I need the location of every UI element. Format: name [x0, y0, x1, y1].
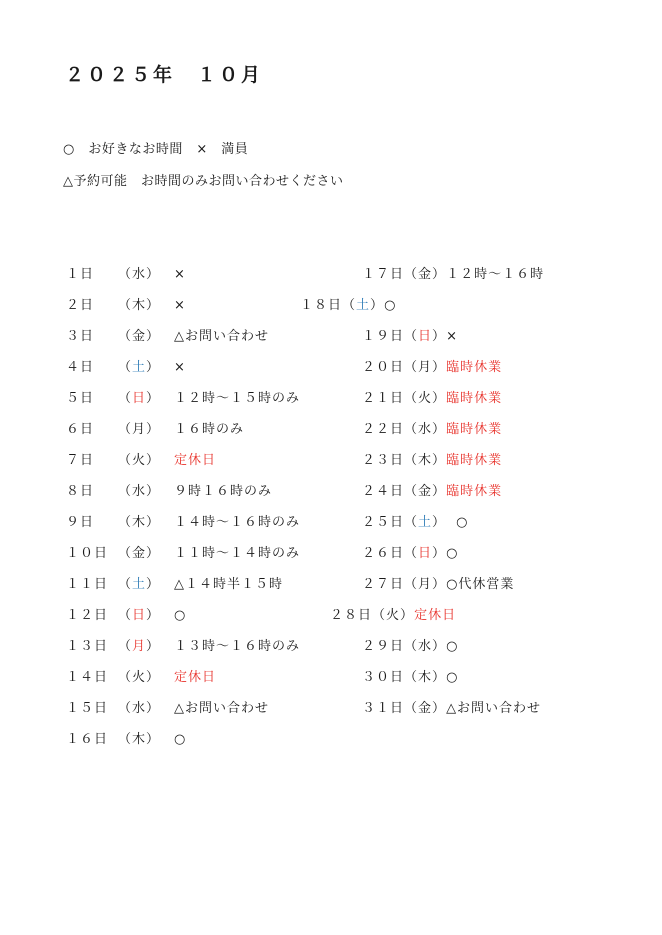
day-note: ○	[456, 515, 469, 530]
weekday-label: 木	[132, 732, 147, 747]
day-row	[362, 697, 541, 716]
weekday-label: 日	[132, 391, 147, 406]
weekday-label: 火	[418, 391, 433, 406]
day-note: ○	[174, 608, 187, 623]
day-number: ４日	[66, 360, 95, 375]
weekday-label: 日	[132, 608, 147, 623]
day-number: ２５日	[362, 515, 405, 530]
day-row	[66, 635, 300, 654]
day-row	[300, 294, 396, 313]
day-note: 臨時休業	[446, 453, 503, 468]
weekday-label: 木	[132, 515, 147, 530]
weekday: （水）	[404, 635, 446, 654]
day-row	[330, 604, 456, 623]
day-number: ３１日	[362, 701, 405, 716]
day-row	[362, 356, 502, 375]
day-note: ○	[174, 732, 187, 747]
day-number: １日	[66, 267, 95, 282]
day-note: △お問い合わせ	[446, 701, 542, 716]
day-number: ５日	[66, 391, 95, 406]
day-note: 定休日	[174, 453, 217, 468]
day-number: ２９日	[362, 639, 405, 654]
weekday-label: 金	[418, 484, 433, 499]
day-number: ６日	[66, 422, 95, 437]
weekday-label: 火	[386, 608, 401, 623]
day-note: １３時～１６時のみ	[174, 639, 301, 654]
weekday: （日）	[404, 325, 446, 344]
day-number: ９日	[66, 515, 95, 530]
day-note: １４時～１６時のみ	[174, 515, 301, 530]
weekday: （金）	[404, 480, 446, 499]
weekday-label: 水	[132, 701, 147, 716]
day-note: ×	[446, 329, 458, 344]
day-row	[66, 418, 244, 437]
weekday-label: 月	[132, 422, 147, 437]
day-note: ×	[174, 298, 186, 313]
day-number: ８日	[66, 484, 95, 499]
weekday: （土）	[118, 573, 174, 592]
weekday-label: 火	[132, 670, 147, 685]
day-row	[66, 294, 186, 313]
day-note: 定休日	[414, 608, 457, 623]
weekday: （火）	[372, 604, 414, 623]
weekday: （月）	[118, 635, 174, 654]
weekday: （水）	[118, 480, 174, 499]
weekday: （金）	[404, 263, 446, 282]
day-row	[362, 480, 502, 499]
weekday: （木）	[118, 728, 174, 747]
day-note: 定休日	[174, 670, 217, 685]
day-number: ２７日	[362, 577, 405, 592]
day-row	[362, 449, 502, 468]
weekday: （金）	[118, 325, 174, 344]
day-note: １１時～１４時のみ	[174, 546, 301, 561]
day-number: １８日	[300, 298, 343, 313]
day-row	[66, 449, 216, 468]
day-row	[66, 263, 186, 282]
day-number: ２８日	[330, 608, 373, 623]
day-row	[66, 325, 269, 344]
weekday-label: 月	[418, 577, 433, 592]
day-note: ９時１６時のみ	[174, 484, 273, 499]
day-note: △お問い合わせ	[174, 701, 269, 716]
day-note: ○	[384, 298, 397, 313]
weekday: （土）	[342, 294, 384, 313]
weekday-label: 水	[418, 422, 433, 437]
day-number: １３日	[66, 639, 109, 654]
day-number: ２０日	[362, 360, 405, 375]
weekday-label: 土	[132, 360, 147, 375]
day-note: １６時のみ	[174, 422, 245, 437]
weekday-label: 土	[418, 515, 433, 530]
day-note: 臨時休業	[446, 484, 503, 499]
day-note: ×	[174, 267, 186, 282]
day-row	[66, 666, 216, 685]
weekday-label: 水	[132, 484, 147, 499]
day-row	[362, 263, 544, 282]
day-row	[66, 387, 300, 406]
day-row	[362, 387, 502, 406]
day-row	[66, 511, 300, 530]
day-note: 臨時休業	[446, 360, 503, 375]
day-note: 臨時休業	[446, 391, 503, 406]
weekday: （日）	[118, 387, 174, 406]
day-note: ○代休営業	[446, 577, 515, 592]
weekday-label: 水	[418, 639, 433, 654]
weekday-label: 木	[132, 298, 147, 313]
weekday: （木）	[118, 294, 174, 313]
day-note: ○	[446, 670, 459, 685]
weekday-label: 木	[418, 670, 433, 685]
weekday: （木）	[404, 666, 446, 685]
day-note: ○	[446, 546, 459, 561]
day-row	[66, 697, 269, 716]
legend-line-2: △予約可能 お時間のみお問い合わせください	[63, 174, 344, 189]
day-row	[66, 542, 300, 561]
weekday-label: 日	[418, 546, 433, 561]
weekday: （水）	[118, 263, 174, 282]
weekday: （火）	[118, 666, 174, 685]
weekday: （木）	[404, 449, 446, 468]
weekday: （水）	[118, 697, 174, 716]
day-number: １１日	[66, 577, 109, 592]
weekday: （水）	[404, 418, 446, 437]
day-number: ２２日	[362, 422, 405, 437]
legend-line-1: ○ お好きなお時間 × 満員	[63, 142, 249, 157]
day-note: １２時～１５時のみ	[174, 391, 301, 406]
day-row	[362, 666, 458, 685]
weekday: （木）	[118, 511, 174, 530]
day-number: １７日	[362, 267, 405, 282]
day-number: １６日	[66, 732, 109, 747]
weekday: （火）	[404, 387, 446, 406]
day-row	[66, 573, 283, 592]
weekday: （月）	[404, 573, 446, 592]
day-number: １０日	[66, 546, 109, 561]
weekday-label: 土	[356, 298, 371, 313]
weekday: （月）	[118, 418, 174, 437]
day-note: 臨時休業	[446, 422, 503, 437]
day-number: ７日	[66, 453, 95, 468]
weekday-label: 金	[418, 267, 433, 282]
day-note: △１４時半１５時	[174, 577, 283, 592]
weekday-label: 土	[132, 577, 147, 592]
day-number: ３０日	[362, 670, 405, 685]
day-note: １２時～１６時	[446, 267, 545, 282]
day-row	[362, 542, 458, 561]
weekday: （月）	[404, 356, 446, 375]
day-number: ２日	[66, 298, 95, 313]
day-row	[362, 325, 458, 344]
day-number: １４日	[66, 670, 109, 685]
day-row	[66, 480, 272, 499]
weekday-label: 月	[132, 639, 147, 654]
day-row	[362, 418, 502, 437]
day-number: ２３日	[362, 453, 405, 468]
weekday-label: 金	[418, 701, 433, 716]
weekday-label: 日	[418, 329, 433, 344]
weekday-label: 水	[132, 267, 147, 282]
day-number: １５日	[66, 701, 109, 716]
day-number: ２４日	[362, 484, 405, 499]
day-row	[66, 604, 186, 623]
day-note: △お問い合わせ	[174, 329, 269, 344]
day-note: ×	[174, 360, 186, 375]
weekday-label: 火	[132, 453, 147, 468]
weekday-label: 金	[132, 546, 147, 561]
weekday: （日）	[404, 542, 446, 561]
weekday-label: 金	[132, 329, 147, 344]
weekday: （日）	[118, 604, 174, 623]
weekday-label: 木	[418, 453, 433, 468]
day-number: ２１日	[362, 391, 405, 406]
weekday: （土）	[118, 356, 174, 375]
weekday: （土）	[404, 511, 446, 530]
day-number: １９日	[362, 329, 405, 344]
weekday: （金）	[118, 542, 174, 561]
day-row	[362, 511, 468, 530]
day-row	[362, 635, 458, 654]
page-title: ２０２５年 １０月	[65, 64, 264, 86]
day-number: ２６日	[362, 546, 405, 561]
day-row	[66, 728, 186, 747]
day-number: ３日	[66, 329, 95, 344]
weekday: （火）	[118, 449, 174, 468]
day-row	[66, 356, 186, 375]
day-number: １２日	[66, 608, 109, 623]
day-row	[362, 573, 514, 592]
weekday: （金）	[404, 697, 446, 716]
weekday-label: 月	[418, 360, 433, 375]
day-note: ○	[446, 639, 459, 654]
